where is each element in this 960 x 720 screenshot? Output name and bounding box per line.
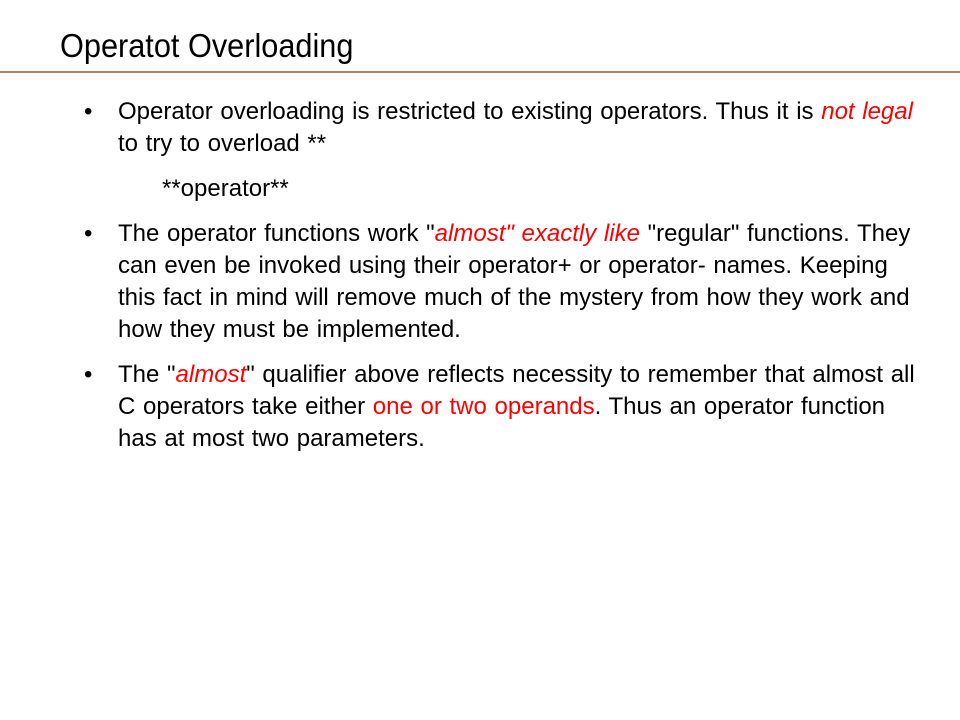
- bullet-marker: •: [84, 220, 93, 247]
- bullet-text: "regular" functions. They can even be invoked using their operator+ or operator- names. Keeping this fact in mind will remove much of the mystery from how they work and how they must be implemented.: [118, 220, 911, 343]
- bullet-item: [84, 359, 918, 455]
- slide-body: [84, 96, 918, 455]
- bullet-item: [84, 96, 918, 160]
- bullet-text: The operator functions work ": [118, 220, 435, 247]
- emphasis-text: almost" exactly like: [434, 220, 640, 247]
- bullet-text: Operator overloading is restricted to existing operators. Thus it is: [118, 98, 822, 125]
- slide-title: Operatot Overloading: [60, 27, 354, 64]
- indented-line: [162, 173, 918, 205]
- highlight-text: one or two operands: [372, 393, 595, 420]
- emphasis-text: almost: [175, 361, 247, 388]
- emphasis-text: not legal: [821, 98, 913, 125]
- bullet-item: [84, 218, 918, 346]
- title-divider: [0, 71, 960, 73]
- operator-example: **operator**: [162, 175, 289, 202]
- bullet-text: . Thus an operator function has at most two parameters.: [118, 393, 886, 452]
- bullet-marker: •: [84, 361, 93, 388]
- bullet-marker: •: [84, 98, 93, 125]
- bullet-text: " qualifier above reflects necessity to remember that almost all C operators take either: [118, 361, 915, 420]
- bullet-text: The ": [118, 361, 176, 388]
- bullet-text: to try to overload **: [118, 130, 327, 157]
